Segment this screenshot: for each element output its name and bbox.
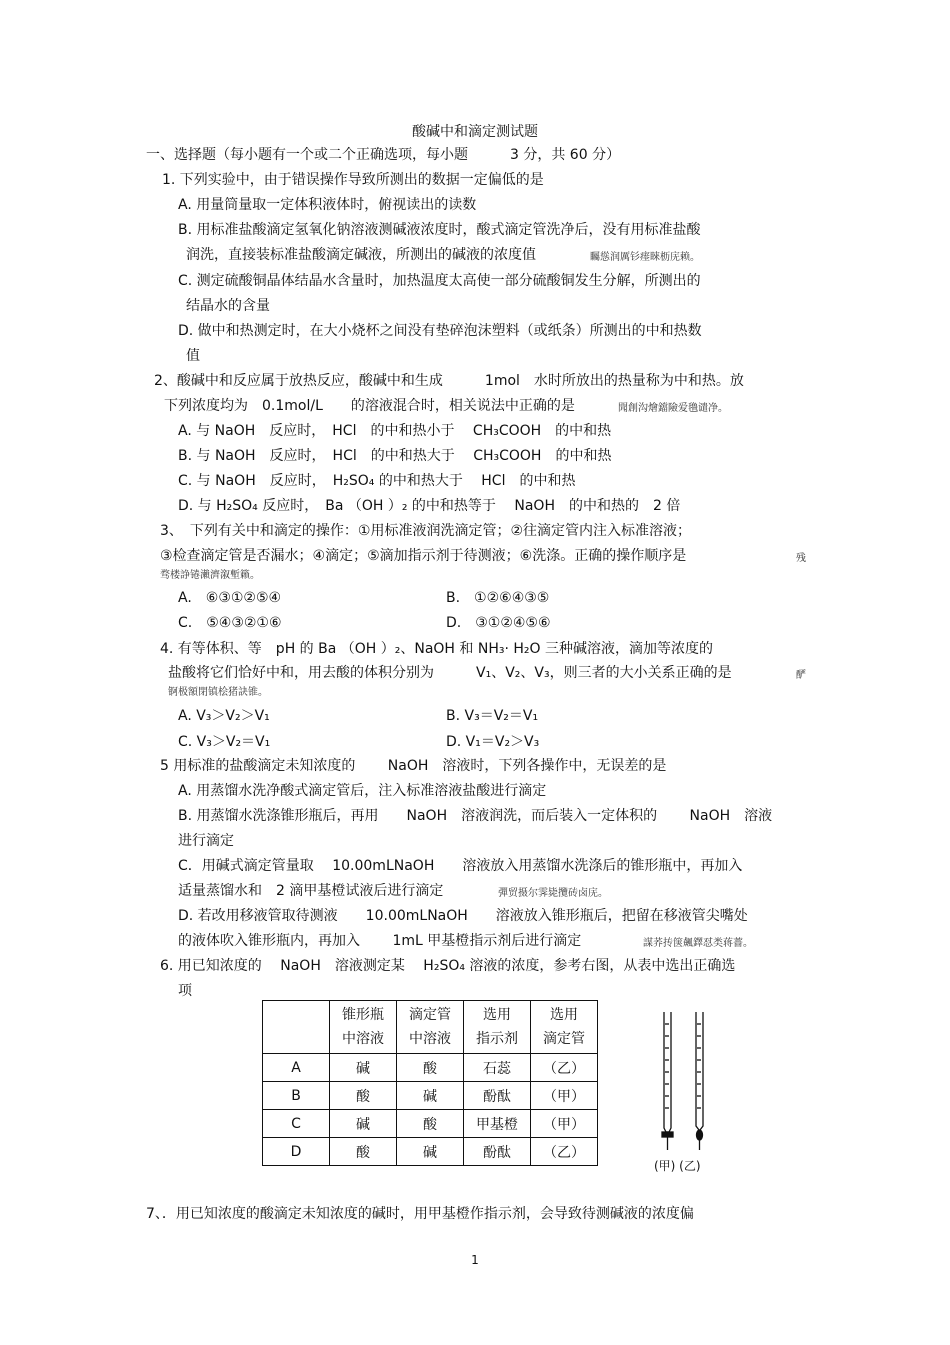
figure-label: (甲) (乙) — [654, 1159, 701, 1173]
table-cell: D — [263, 1138, 330, 1166]
q5-option-c-cont: 适量蒸馏水和 2 滴甲基橙试液后进行滴定 — [178, 883, 444, 899]
q3-option-c: C. ⑤④③②①⑥ — [178, 615, 282, 631]
header-indicator: 选用 指示剂 — [476, 1007, 518, 1047]
table-cell: （甲） — [531, 1110, 598, 1138]
q1-option-c-cont: 结晶水的含量 — [186, 298, 270, 314]
q3-noise-text: 残 — [796, 553, 806, 564]
q3-option-b: B. ①②⑥④③⑤ — [446, 590, 550, 606]
table-cell: B — [263, 1082, 330, 1110]
table-cell: C — [263, 1110, 330, 1138]
q2-option-d: D. 与 H₂SO₄ 反应时， Ba （OH ）₂ 的中和热等于 NaOH 的中和热的 2 倍 — [178, 498, 681, 514]
q4-option-d: D. V₁＝V₂＞V₃ — [446, 734, 540, 750]
table-cell: 酸 — [397, 1110, 464, 1138]
q3-stem: 3、 下列有关中和滴定的操作：①用标准液润洗滴定管；②往滴定管内注入标准溶液； — [160, 523, 692, 539]
table-cell: 酸 — [330, 1082, 397, 1110]
table-header-cell — [397, 1001, 464, 1054]
q5-option-d: D. 若改用移液管取待测液 10.00mLNaOH 溶液放入锥形瓶后，把留在移液管尖嘴处 — [178, 908, 748, 924]
table-row — [263, 1138, 598, 1166]
q2-option-b: B. 与 NaOH 反应时， HCl 的中和热大于 CH₃COOH 的中和热 — [178, 448, 612, 464]
header-burette-solution: 滴定管 中溶液 — [409, 1007, 451, 1047]
q3-option-a: A. ⑥③①②⑤④ — [178, 590, 282, 606]
q5-option-a: A. 用蒸馏水洗净酸式滴定管后，注入标准溶液盐酸进行滴定 — [178, 783, 547, 799]
doc-title: 酸碱中和滴定测试题 — [412, 124, 538, 140]
table-cell: 酚酞 — [464, 1138, 531, 1166]
q1-option-b-cont: 润洗，直接装标准盐酸滴定碱液，所测出的碱液的浓度值 — [186, 247, 536, 263]
base-burette-icon — [696, 1012, 703, 1150]
q6-stem: 6. 用已知浓度的 NaOH 溶液测定某 H₂SO₄ 溶液的浓度，参考右图，从表中选出正确选 — [160, 958, 736, 974]
page-number: 1 — [471, 1253, 479, 1267]
q1-option-a: A. 用量筒量取一定体积液体时，俯视读出的读数 — [178, 197, 477, 213]
table-cell: 碱 — [330, 1054, 397, 1082]
table-cell: 碱 — [330, 1110, 397, 1138]
table-header-cell — [330, 1001, 397, 1054]
q5-stem: 5 用标准的盐酸滴定未知浓度的 NaOH 溶液时，下列各操作中，无误差的是 — [160, 758, 667, 774]
options-table — [262, 1000, 598, 1166]
table-cell: 石蕊 — [464, 1054, 531, 1082]
burette-figure — [650, 1010, 730, 1175]
table-cell: A — [263, 1054, 330, 1082]
q3-stem-cont: ③检查滴定管是否漏水；④滴定；⑤滴加指示剂于待测液；⑥洗涤。正确的操作顺序是 — [160, 548, 687, 564]
table-cell: 酸 — [397, 1054, 464, 1082]
table-row — [263, 1054, 598, 1082]
q2-option-a: A. 与 NaOH 反应时， HCl 的中和热小于 CH₃COOH 的中和热 — [178, 423, 612, 439]
q1-option-d-cont: 值 — [186, 348, 200, 364]
q4-option-b: B. V₃＝V₂＝V₁ — [446, 708, 539, 724]
table-cell: 酸 — [330, 1138, 397, 1166]
acid-burette-icon — [662, 1012, 673, 1150]
q5-option-c: C．用碱式滴定管量取 10.00mLNaOH 溶液放入用蒸馏水洗涤后的锥形瓶中，再加入 — [178, 858, 743, 874]
q1-option-c: C. 测定硫酸铜晶体结晶水含量时，加热温度太高使一部分硫酸铜发生分解，所测出的 — [178, 273, 701, 289]
table-header-cell — [464, 1001, 531, 1054]
q2-option-c: C. 与 NaOH 反应时， H₂SO₄ 的中和热大于 HCl 的中和热 — [178, 473, 576, 489]
q4-stem: 4. 有等体积、等 pH 的 Ba （OH ）₂、NaOH 和 NH₃· H₂O 三种碱溶液，滴加等浓度的 — [160, 641, 713, 657]
q6-stem-cont: 项 — [178, 983, 192, 999]
q4-noise-text: 酽 — [796, 670, 806, 681]
header-burette-type: 选用 滴定管 — [543, 1007, 585, 1047]
q1-noise-text: 矚慫润厲钐瘗睞枥庑赖。 — [590, 252, 700, 263]
q3-option-d: D. ③①②④⑤⑥ — [446, 615, 551, 631]
table-row — [263, 1110, 598, 1138]
q5-option-d-cont: 的液体吹入锥形瓶内，再加入 1mL 甲基橙指示剂后进行滴定 — [178, 933, 582, 949]
table-cell: （乙） — [531, 1138, 598, 1166]
q4-noise-line: 锕极額閉镇桧猪訣锥。 — [168, 687, 268, 698]
q2-stem: 2、酸碱中和反应属于放热反应，酸碱中和生成 1mol 水时所放出的热量称为中和热。放 — [154, 373, 744, 389]
q1-stem: 1. 下列实验中，由于错误操作导致所测出的数据一定偏低的是 — [162, 172, 544, 188]
q5-noise-text-c: 彈贸摄尔霁毙攬砖卤庑。 — [498, 888, 608, 899]
table-cell: 甲基橙 — [464, 1110, 531, 1138]
q2-noise-text: 聞創沟燴鐺險爱氇谴净。 — [618, 403, 728, 414]
table-cell: （乙） — [531, 1054, 598, 1082]
table-cell: （甲） — [531, 1082, 598, 1110]
q4-option-c: C. V₃＞V₂＝V₁ — [178, 734, 271, 750]
table-header-cell — [531, 1001, 598, 1054]
q1-option-d: D. 做中和热测定时，在大小烧杯之间没有垫碎泡沫塑料（或纸条）所测出的中和热数 — [178, 323, 702, 339]
q1-option-b: B. 用标准盐酸滴定氢氧化钠溶液测碱液浓度时，酸式滴定管洗净后，没有用标准盐酸 — [178, 222, 701, 238]
q5-noise-text-d: 謀荞抟箧飆鐸怼类蒋薔。 — [643, 938, 753, 949]
table-header-cell — [263, 1001, 330, 1054]
q4-stem-cont: 盐酸将它们恰好中和，用去酸的体积分别为 V₁、V₂、V₃，则三者的大小关系正确的是 — [168, 665, 732, 681]
table-cell: 碱 — [397, 1082, 464, 1110]
q3-noise-line: 骛楼諍锩瀨濟溆塹籟。 — [160, 570, 260, 581]
q2-stem-cont: 下列浓度均为 0.1mol/L 的溶液混合时，相关说法中正确的是 — [164, 398, 575, 414]
header-flask-solution: 锥形瓶 中溶液 — [342, 1007, 384, 1047]
q5-option-b: B. 用蒸馏水洗涤锥形瓶后，再用 NaOH 溶液润洗，而后装入一定体积的 NaOH 溶液 — [178, 808, 773, 824]
q4-option-a: A. V₃＞V₂＞V₁ — [178, 708, 270, 724]
table-row — [263, 1082, 598, 1110]
table-cell: 酚酞 — [464, 1082, 531, 1110]
table-cell: 碱 — [397, 1138, 464, 1166]
section-heading: 一、选择题（每小题有一个或二个正确选项，每小题 3 分，共 60 分） — [146, 147, 621, 163]
q7-stem: 7、．用已知浓度的酸滴定未知浓度的碱时，用甲基橙作指示剂，会导致待测碱液的浓度偏 — [146, 1206, 694, 1222]
q5-option-b-cont: 进行滴定 — [178, 833, 234, 849]
